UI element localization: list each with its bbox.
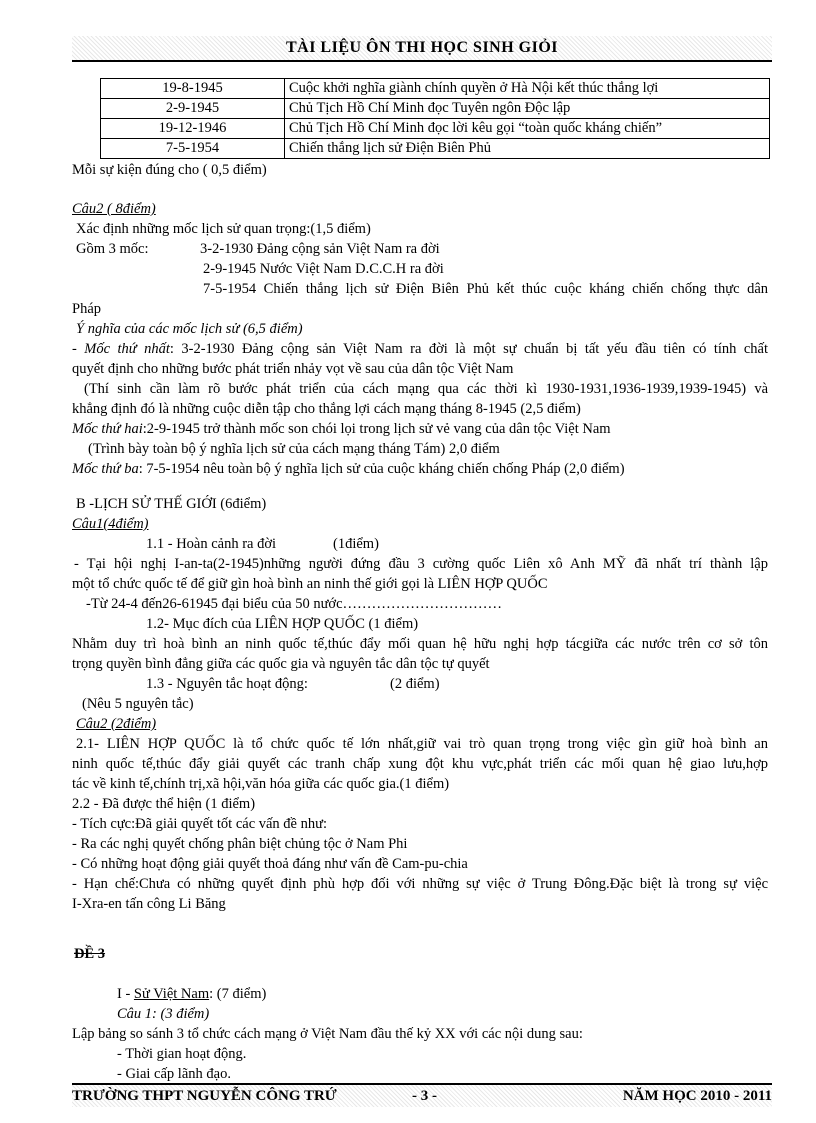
section-heading: Câu1(4điểm) [72,516,149,532]
part-score: : (7 điểm) [209,986,267,1002]
text-line: 2-9-1945 Nước Việt Nam D.C.C.H ra đời [203,261,444,277]
text-line: ninh quốc tế,thúc đẩy giải quyết các tranh chấp xung đột khu vực,phát triển các mối quan hệ giao lưu,hợp [72,756,768,772]
milestone-label: - Mốc thứ nhất [72,341,170,357]
milestone-text: : 3-2-1930 Đảng cộng sản Việt Nam ra đời là một sự chuẩn bị tất yếu đầu tiên có tính chất [169,341,768,357]
subsection-heading: 1.1 - Hoàn cảnh ra đời [146,536,277,552]
table-row [101,79,770,99]
page-number: - 3 - [412,1088,437,1104]
text-line: Nhằm duy trì hoà bình an ninh quốc tế,thúc đẩy mối quan hệ hữu nghị hợp tácgiữa các nước trên cơ sở tôn [72,636,768,652]
text-line: - Ra các nghị quyết chống phân biệt chủng tộc ở Nam Phi [72,836,408,852]
table-row [101,99,770,119]
section-heading: B -LỊCH SỬ THẾ GIỚI (6điểm) [76,496,267,512]
text-line: 3-2-1930 Đảng cộng sản Việt Nam ra đời [200,241,440,257]
text-line: Pháp [72,301,101,317]
subsection-heading: 1.3 - Nguyên tắc hoạt động: [146,676,308,692]
event-desc: Chủ Tịch Hồ Chí Minh đọc Tuyên ngôn Độc lập [285,99,770,119]
text-line: Lập bảng so sánh 3 tổ chức cách mạng ở Việt Nam đầu thế kỷ XX với các nội dung sau: [72,1026,583,1042]
text-line: - Có những hoạt động giải quyết thoả đáng như vấn đề Cam-pu-chia [72,856,468,872]
milestone-label: Mốc thứ ba [72,461,139,477]
subsection-heading: 2.2 - Đã được thể hiện (1 điểm) [72,796,256,812]
text-line: - Hạn chế:Chưa có những quyết định phù hợp đối với những sự việc ở Trung Đông.Đặc biệt là trong sự việc [72,876,768,892]
events-table [100,78,770,159]
page-footer [72,1083,772,1107]
part-number: I - [117,986,134,1002]
text-line [72,339,768,359]
milestone-text: :2-9-1945 trở thành mốc son chói lọi trong lịch sử vẻ vang của dân tộc Việt Nam [142,421,611,437]
section-heading: Ý nghĩa của các mốc lịch sử (6,5 điểm) [76,321,303,337]
event-desc: Chủ Tịch Hồ Chí Minh đọc lời kêu gọi “toàn quốc kháng chiến” [285,119,770,139]
text-line: trọng quyền bình đẳng giữa các quốc gia và nguyên tắc dân tộc tự quyết [72,656,490,672]
text-line: -Từ 24-4 đến26-61945 đại biểu của 50 nước…………………………… [86,596,503,612]
text-line: 2.1- LIÊN HỢP QUỐC là tổ chức quốc tế lớn nhất,giữ vai trò quan trọng trong việc gìn giữ hoà bình an [76,736,768,752]
event-date: 19-12-1946 [101,119,285,139]
text-line [72,459,625,479]
text-line: (Trình bày toàn bộ ý nghĩa lịch sử của cách mạng tháng Tám) 2,0 điểm [88,441,500,457]
text-line: Gồm 3 mốc: [76,241,149,257]
text-line: tác về kinh tế,chính trị,xã hội,văn hóa giữa các quốc gia.(1 điểm) [72,776,450,792]
text-line: 7-5-1954 Chiến thắng lịch sử Điện Biên Phủ kết thúc cuộc kháng chiến chống thực dân [203,281,768,297]
text-line: một tổ chức quốc tế để giữ gìn hoà bình an ninh thế giới gọi là LIÊN HỢP QUỐC [72,576,548,592]
question-heading: Câu 1: (3 điểm) [117,1006,210,1022]
text-line: quyết định cho những bước phát triển nhảy vọt về sau của dân tộc Việt Nam [72,361,514,377]
text-line: - Tại hội nghị I-an-ta(2-1945)những người đứng đầu 3 cường quốc Liên xô Anh MỸ đã nhất trí thành lập [74,556,768,572]
table-row [101,119,770,139]
list-item: - Giai cấp lãnh đạo. [117,1066,231,1082]
part-heading [117,984,266,1004]
text-line: (Nêu 5 nguyên tắc) [82,696,194,712]
header-title: TÀI LIỆU ÔN THI HỌC SINH GIỎI [285,39,559,56]
subsection-heading: 1.2- Mục đích của LIÊN HỢP QUỐC (1 điểm) [146,616,419,632]
event-date: 19-8-1945 [101,79,285,99]
score-note: Mỗi sự kiện đúng cho ( 0,5 điểm) [72,162,267,178]
part-title: Sử Việt Nam [133,986,210,1002]
text-line: I-Xra-en tấn công Li Băng [72,896,226,912]
text-line: khẳng định đó là những cuộc diễn tập cho thắng lợi cách mạng tháng 8-1945 (2,5 điểm) [72,401,581,417]
exam-title: ĐỀ 3 [74,946,106,962]
text-line [72,419,611,439]
milestone-label: Mốc thứ hai [72,421,143,437]
section-heading: Câu2 (2điểm) [76,716,157,732]
text-line: - Tích cực:Đã giải quyết tốt các vấn đề như: [72,816,328,832]
text-line: (Thí sinh cần làm rõ bước phát triển của cách mạng qua các thời kì 1930-1931,1936-1939,1939-1945) và [84,381,768,397]
event-desc: Chiến thắng lịch sử Điện Biên Phủ [285,139,770,159]
score-label: (1điểm) [333,536,379,552]
page-header [72,36,772,62]
milestone-text: : 7-5-1954 nêu toàn bộ ý nghĩa lịch sử của cuộc kháng chiến chống Pháp (2,0 điểm) [138,461,625,477]
score-label: (2 điểm) [390,676,440,692]
list-item: - Thời gian hoạt động. [117,1046,247,1062]
event-date: 7-5-1954 [101,139,285,159]
event-desc: Cuộc khởi nghĩa giành chính quyền ở Hà Nội kết thúc thắng lợi [285,79,770,99]
footer-school: TRƯỜNG THPT NGUYỄN CÔNG TRỨ [72,1088,337,1104]
table-row [101,139,770,159]
footer-year: NĂM HỌC 2010 - 2011 [622,1088,772,1104]
text-line: Xác định những mốc lịch sử quan trọng:(1,5 điểm) [76,221,371,237]
event-date: 2-9-1945 [101,99,285,119]
section-heading: Câu2 ( 8điểm) [72,201,156,217]
